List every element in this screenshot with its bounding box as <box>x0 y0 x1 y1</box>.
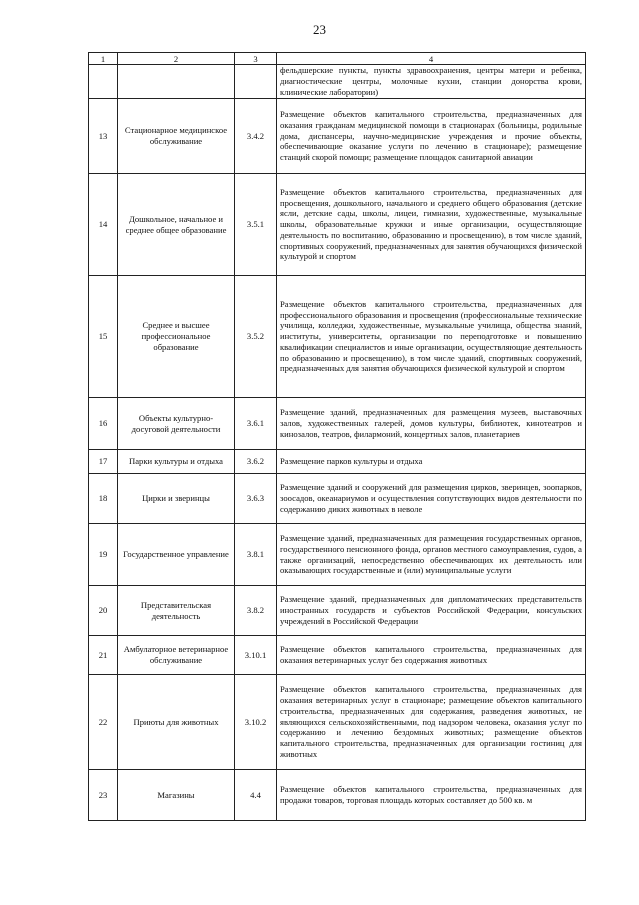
table-row <box>89 474 586 524</box>
use-type-name: Объекты культурно-досуговой деятельности <box>118 398 235 450</box>
use-type-description: Размещение объектов капитального строительства, предназначенных для профессионального образования и просвещения (профессиональные технические училища, колледжи, художественные, музыкальные училища, общества знаний, институты, университеты, организации по переподготовке и повышению квалификации специалистов и иные организации, осуществляющие деятельность по образованию и просвещению), в том числе зданий, спортивных сооружений, предназначенных для занятия обучающихся физической культурой и спортом <box>277 276 586 398</box>
use-type-description: Размещение зданий, предназначенных для дипломатических представительств иностранных государств и субъектов Российской Федерации, консульских учреждений в Российской Федерации <box>277 586 586 636</box>
use-type-code <box>235 65 277 99</box>
use-type-name: Магазины <box>118 770 235 821</box>
use-type-description: Размещение объектов капитального строительства, предназначенных для продажи товаров, торговая площадь которых составляет до 500 кв. м <box>277 770 586 821</box>
table-row <box>89 586 586 636</box>
table-row <box>89 636 586 675</box>
use-type-name: Цирки и зверинцы <box>118 474 235 524</box>
use-type-code: 4.4 <box>235 770 277 821</box>
row-number: 18 <box>89 474 118 524</box>
row-number: 20 <box>89 586 118 636</box>
row-number: 16 <box>89 398 118 450</box>
use-type-code: 3.10.2 <box>235 675 277 770</box>
use-type-code: 3.6.2 <box>235 450 277 474</box>
use-type-description: Размещение зданий и сооружений для размещения цирков, зверинцев, зоопарков, зоосадов, океанариумов и осуществления сопутствующих видов деятельности по содержанию диких животных в неволе <box>277 474 586 524</box>
use-type-description: Размещение зданий, предназначенных для размещения государственных органов, государственного пенсионного фонда, органов местного самоуправления, судов, а также организаций, непосредственно обеспечивающих их деятельность или оказывающих государственные и (или) муниципальные услуги <box>277 524 586 586</box>
use-type-description: фельдшерские пункты, пункты здравоохранения, центры матери и ребенка, диагностические центры, молочные кухни, станции донорства крови, клинические лаборатории) <box>277 65 586 99</box>
row-number: 15 <box>89 276 118 398</box>
use-type-description: Размещение объектов капитального строительства, предназначенных для оказания ветеринарных услуг без содержания животных <box>277 636 586 675</box>
row-number: 13 <box>89 99 118 174</box>
table-row <box>89 398 586 450</box>
use-type-name: Среднее и высшее профессиональное образование <box>118 276 235 398</box>
use-type-code: 3.8.2 <box>235 586 277 636</box>
table-row <box>89 770 586 821</box>
use-type-code: 3.4.2 <box>235 99 277 174</box>
row-number: 21 <box>89 636 118 675</box>
use-type-name: Дошкольное, начальное и среднее общее образование <box>118 174 235 276</box>
use-type-name: Стационарное медицинское обслуживание <box>118 99 235 174</box>
page-number: 23 <box>313 22 326 37</box>
use-type-code: 3.6.3 <box>235 474 277 524</box>
column-header: 2 <box>118 53 235 65</box>
table-row <box>89 450 586 474</box>
row-number: 23 <box>89 770 118 821</box>
table-row <box>89 174 586 276</box>
use-type-description: Размещение зданий, предназначенных для размещения музеев, выставочных залов, художественных галерей, домов культуры, библиотек, кинотеатров и кинозалов, театров, филармоний, концертных залов, планетариев <box>277 398 586 450</box>
use-type-code: 3.10.1 <box>235 636 277 675</box>
column-header: 1 <box>89 53 118 65</box>
use-type-name: Представительская деятельность <box>118 586 235 636</box>
use-type-code: 3.5.1 <box>235 174 277 276</box>
table-row <box>89 524 586 586</box>
use-type-description: Размещение объектов капитального строительства, предназначенных для просвещения, дошкольного, начального и среднего общего образования (детские ясли, детские сады, школы, лицеи, гимназии, художественные, музыкальные школы, образовательные кружки и иные организации, осуществляющие деятельность по воспитанию, образованию и просвещению), в том числе зданий, спортивных сооружений, предназначенных для занятия обучающихся физической культурой и спортом <box>277 174 586 276</box>
row-number: 22 <box>89 675 118 770</box>
use-type-description: Размещение объектов капитального строительства, предназначенных для оказания ветеринарных услуг в стационаре; размещение объектов капитального строительства, предназначенных для содержания, разведения животных, не являющихся сельскохозяйственными, под надзором человека, оказания услуг по содержанию и лечению бездомных животных; размещение объектов капитального строительства, предназначенных для организации гостиниц для животных <box>277 675 586 770</box>
row-number: 17 <box>89 450 118 474</box>
use-type-name <box>118 65 235 99</box>
use-type-name: Амбулаторное ветеринарное обслуживание <box>118 636 235 675</box>
column-header: 4 <box>277 53 586 65</box>
row-number: 19 <box>89 524 118 586</box>
use-type-code: 3.6.1 <box>235 398 277 450</box>
use-type-name: Приюты для животных <box>118 675 235 770</box>
use-type-code: 3.5.2 <box>235 276 277 398</box>
use-type-code: 3.8.1 <box>235 524 277 586</box>
table-row <box>89 276 586 398</box>
column-header: 3 <box>235 53 277 65</box>
table-row <box>89 675 586 770</box>
table-row <box>89 65 586 99</box>
use-type-description: Размещение объектов капитального строительства, предназначенных для оказания гражданам медицинской помощи в стационарах (больницы, родильные дома, диспансеры, научно-медицинские учреждения и прочие объекты, обеспечивающие оказание услуги по лечению в стационаре); размещение станций скорой помощи; размещение площадок санитарной авиации <box>277 99 586 174</box>
use-type-name: Парки культуры и отдыха <box>118 450 235 474</box>
row-number: 14 <box>89 174 118 276</box>
land-use-table <box>88 52 586 821</box>
row-number <box>89 65 118 99</box>
table-header-row <box>89 53 586 65</box>
table-row <box>89 99 586 174</box>
use-type-description: Размещение парков культуры и отдыха <box>277 450 586 474</box>
use-type-name: Государственное управление <box>118 524 235 586</box>
